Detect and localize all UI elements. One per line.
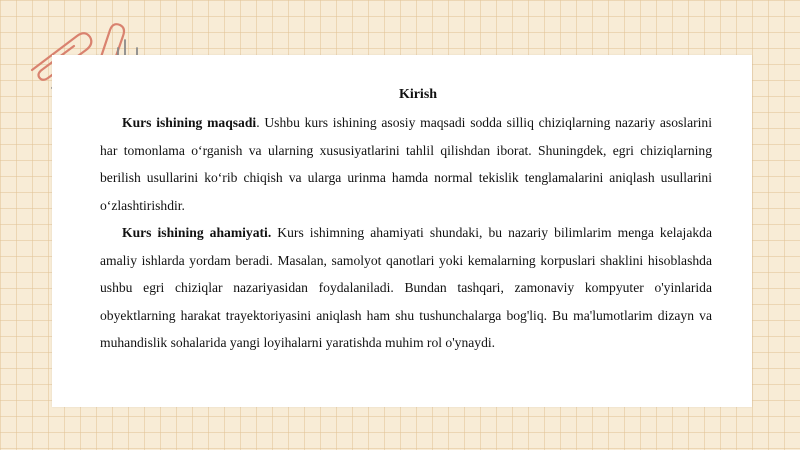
paragraph-importance — [100, 219, 712, 357]
paragraph-text: . Ushbu kurs ishining asosiy maqsadi sodda silliq chiziqlarning nazariy asoslarini har tomonlama o‘rganish va ularning xususiyatlarini tahlil qilishdan iborat. Shuningdek, egri chiziqlarning berilish usullarini ko‘rib chiqish va ularga urinma hamda normal tekislik tenglamalarini aniqlash usullarini o‘zlashtirishdir. — [100, 115, 712, 213]
document-title: Kirish — [398, 87, 438, 102]
document-page — [52, 55, 752, 407]
document-body — [100, 81, 712, 357]
paragraph-lead: Kurs ishining maqsadi — [122, 115, 257, 130]
paragraph-text: Kurs ishimning ahamiyati shundaki, bu nazariy bilimlarim menga kelajakda amaliy ishlarda yordam beradi. Masalan, samolyot qanotlari yoki kemalarning korpuslari shaklini hisoblashda ushbu egri chiziqlar nazariyasidan foydalaniladi. Bundan tashqari, zamonaviy kompyuter o'yinlarida obyektlarning harakat trayektoriyasini aniqlash ham shu tushunchalarga bog'liq. Bu ma'lumotlarim dizayn va muhandislik sohalarida yangi loyihalarni yaratishda muhim rol o'ynaydi. — [100, 225, 712, 350]
paragraph-purpose — [100, 109, 712, 219]
paragraph-lead: Kurs ishining ahamiyati. — [122, 225, 272, 240]
